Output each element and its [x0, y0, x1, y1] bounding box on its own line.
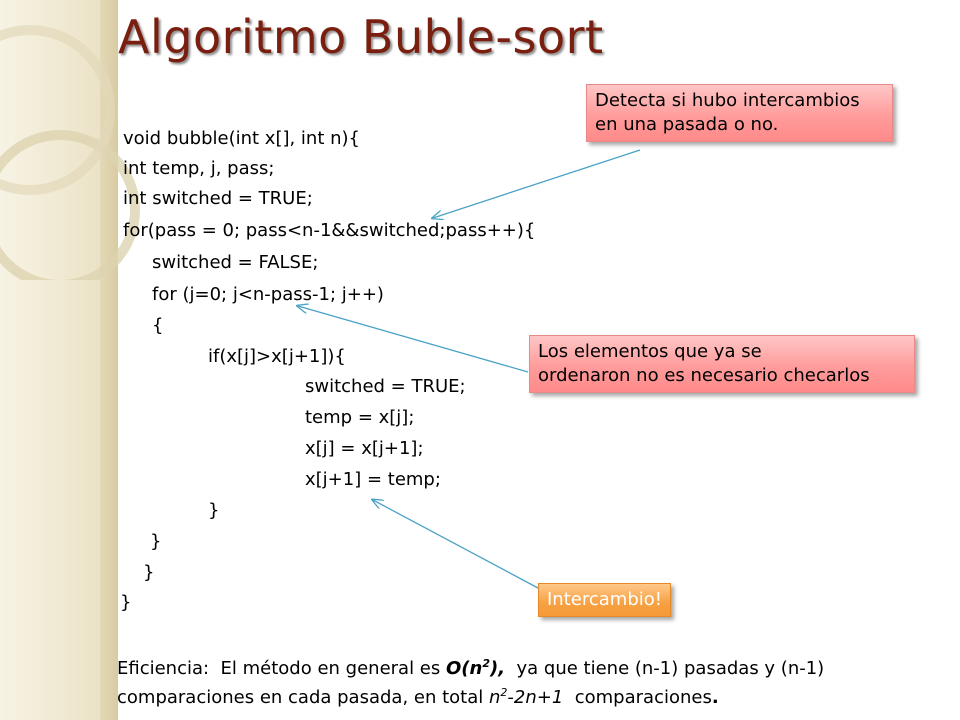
callout-swap [538, 583, 671, 617]
efficiency-line-1 [117, 657, 824, 679]
callout-switched-detection [586, 84, 893, 142]
code-line: } [120, 592, 132, 613]
callout-sorted-elements [529, 335, 915, 393]
slide-title: Algoritmo Buble-sort [118, 10, 604, 64]
code-line: temp = x[j]; [305, 407, 415, 428]
code-line: } [143, 562, 155, 583]
callout-text: ordenaron no es necesario checarlos [538, 365, 870, 386]
code-line: switched = FALSE; [152, 252, 319, 273]
callout-text: en una pasada o no. [595, 114, 779, 135]
arrow-swap [373, 500, 538, 588]
efficiency-period: . [711, 687, 719, 708]
code-line: int temp, j, pass; [123, 158, 275, 179]
code-line: } [208, 500, 220, 521]
efficiency-line-2 [117, 686, 719, 708]
arrow-elements [298, 306, 528, 372]
code-line: switched = TRUE; [305, 376, 466, 397]
code-line: void bubble(int x[], int n){ [123, 128, 360, 149]
efficiency-text: comparaciones [563, 687, 712, 708]
code-line: x[j] = x[j+1]; [305, 438, 424, 459]
code-line: int switched = TRUE; [123, 188, 313, 209]
code-line: { [152, 315, 164, 336]
code-line: for (j=0; j<n-pass-1; j++) [152, 284, 384, 305]
big-o-notation: $O(n^2)$, [445, 657, 506, 679]
arrow-switched [433, 150, 640, 218]
efficiency-text: ya que tiene (n-1) pasadas y (n-1) [505, 658, 825, 679]
code-line: for(pass = 0; pass<n-1&&switched;pass++){ [123, 220, 536, 241]
callout-text: Detecta si hubo intercambios [595, 90, 860, 111]
efficiency-text: comparaciones en cada pasada, en total [117, 687, 489, 708]
code-line: x[j+1] = temp; [305, 469, 441, 490]
code-line: } [150, 531, 162, 552]
code-line: if(x[j]>x[j+1]){ [208, 346, 346, 367]
callout-text: Intercambio! [547, 589, 662, 610]
callout-text: Los elementos que ya se [538, 341, 762, 362]
polynomial: $n^2-2n+1$ [488, 686, 564, 708]
efficiency-label: Eficiencia: El método en general es [117, 658, 446, 679]
